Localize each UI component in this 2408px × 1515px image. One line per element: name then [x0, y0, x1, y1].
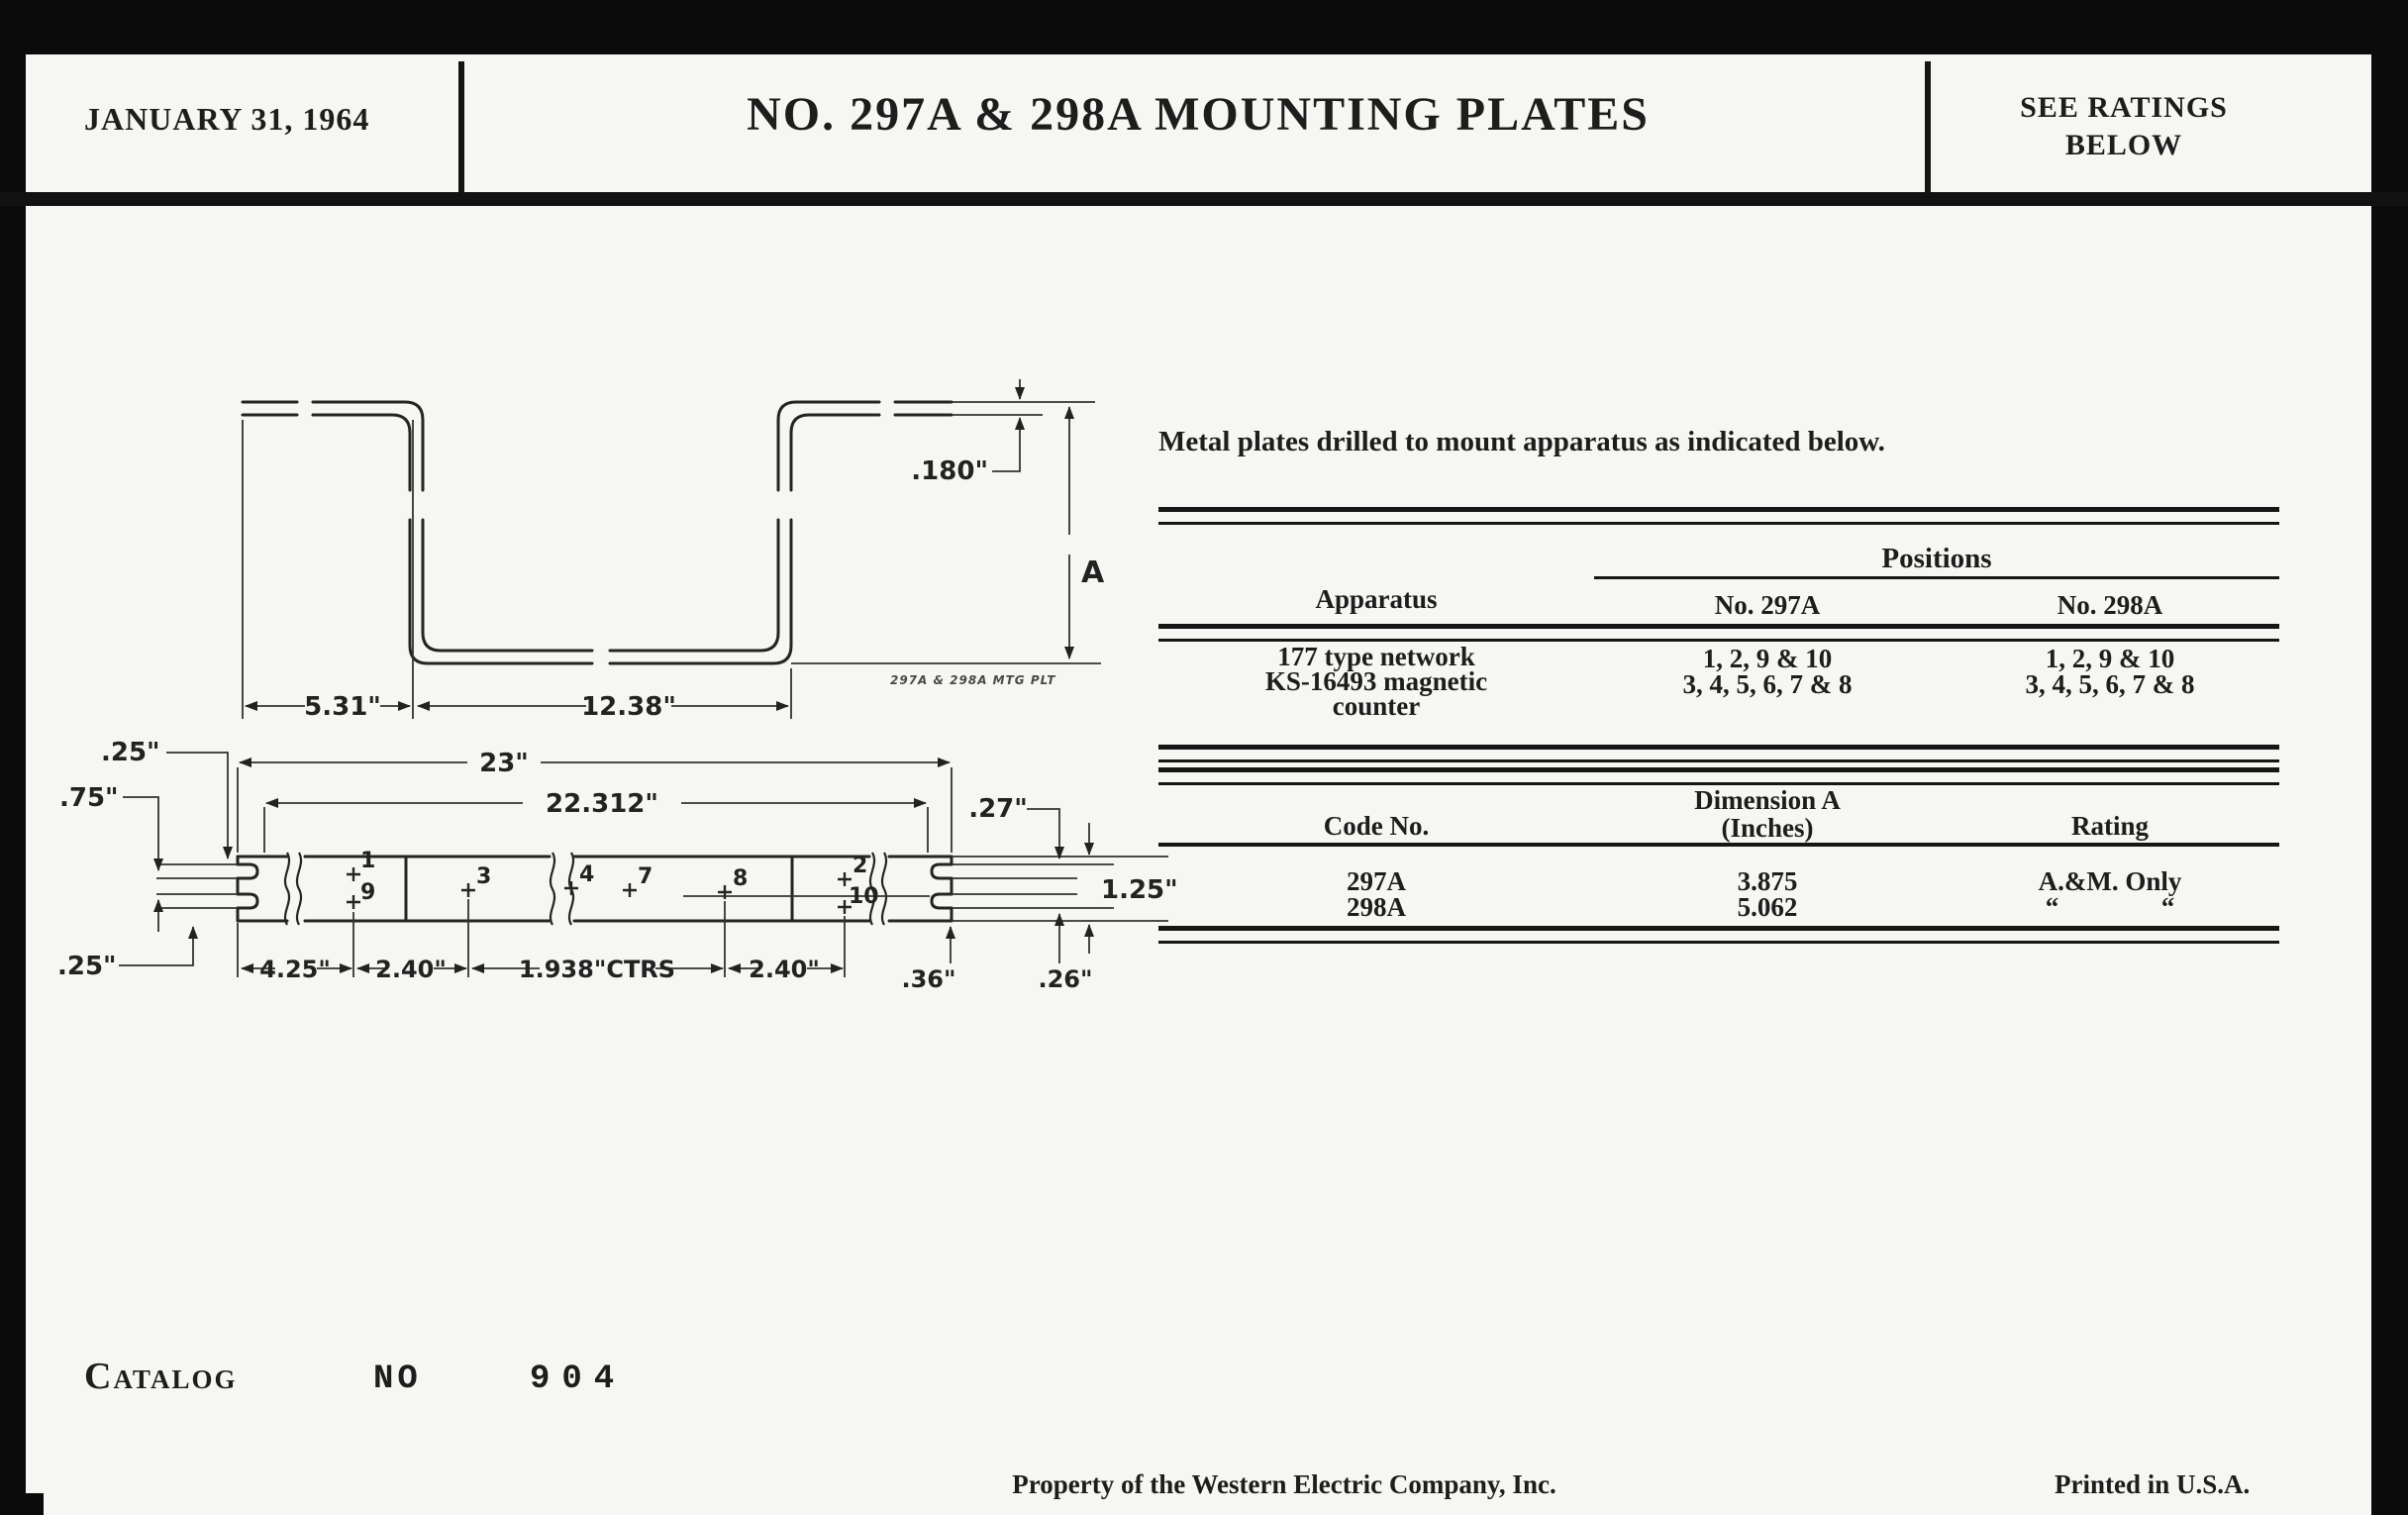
positions-298a-row1: 1, 2, 9 & 10: [2045, 644, 2175, 673]
hole-2-label: 2: [853, 854, 868, 878]
hole-7-label: 7: [638, 864, 653, 889]
dim-23-label: 23": [479, 749, 529, 778]
hole-3-label: 3: [476, 864, 492, 889]
column-header-rating: Rating: [2070, 811, 2149, 841]
dim-1938-label: 1.938"CTRS: [518, 956, 676, 983]
page-date: JANUARY 31, 1964: [84, 101, 370, 137]
catalog-label: Catalog: [84, 1356, 238, 1397]
table-rule: [1158, 843, 2279, 847]
channel-profile-drawing: [158, 376, 1149, 733]
dim-a-label: A: [1081, 556, 1105, 590]
apparatus-line-3: counter: [1332, 691, 1421, 721]
code-297a: 297A: [1347, 866, 1406, 896]
catalog-number: 904: [530, 1361, 627, 1398]
apparatus-line-1: 177 type network: [1277, 642, 1475, 671]
positions-297a-row1: 1, 2, 9 & 10: [1702, 644, 1833, 673]
ditto-mark-right: “: [2160, 892, 2175, 922]
dim-1238-label: 12.38": [581, 692, 676, 722]
column-header-297a: No. 297A: [1714, 590, 1821, 620]
ditto-mark-left: “: [2045, 892, 2059, 922]
dim-425-label: 4.25": [259, 956, 331, 983]
positions-298a-row2: 3, 4, 5, 6, 7 & 8: [2025, 669, 2195, 699]
plate-dimension-arrows: [119, 753, 1089, 968]
dim-240a-label: 2.40": [375, 956, 447, 983]
rating-298a-ditto: [1941, 892, 2279, 923]
rating-297a: A.&M. Only: [2038, 866, 2182, 896]
page-title: NO. 297A & 298A MOUNTING PLATES: [747, 88, 1650, 141]
drawing-caption: 297A & 298A MTG PLT: [890, 673, 1056, 687]
header-divider-right: [1925, 61, 1931, 198]
dim-25-top-label: .25": [101, 738, 160, 767]
hole-8-label: 8: [733, 866, 749, 891]
header-rule: [0, 192, 2408, 206]
mounting-hole-marks: [347, 867, 852, 914]
ratings-note-line1: SEE RATINGS: [2020, 91, 2228, 124]
dim-27-label: .27": [968, 794, 1028, 824]
dim-25-bottom-label: .25": [57, 952, 117, 981]
intro-text: Metal plates drilled to mount apparatus as indicated below.: [1158, 426, 1885, 457]
table-rule: [1158, 507, 2279, 525]
column-header-dimension-a: Dimension A: [1694, 785, 1841, 815]
dim-125-label: 1.25": [1101, 875, 1178, 905]
plate-face-drawing: [40, 728, 1188, 1015]
dimension-298a: 5.062: [1737, 892, 1798, 922]
table-rule: [1158, 624, 2279, 642]
apparatus-line-2: KS-16493 magnetic: [1264, 666, 1488, 696]
table-rule: [1158, 745, 2279, 762]
dimension-arrows: [246, 379, 1069, 706]
table-rule: [1594, 576, 2279, 579]
dimension-extension-lines: [243, 402, 1101, 719]
dim-22312-label: 22.312": [546, 789, 658, 819]
code-298a: 298A: [1347, 892, 1406, 922]
footer-printed-text: Printed in U.S.A.: [2055, 1469, 2251, 1499]
ratings-note-line2: BELOW: [2064, 129, 2183, 161]
hole-9-label: 9: [360, 880, 376, 905]
ratings-note: [1960, 89, 2287, 164]
positions-table: [1158, 507, 2279, 757]
column-header-inches: (Inches): [1721, 813, 1814, 843]
dimension-297a: 3.875: [1737, 866, 1798, 896]
scan-corner-artifact: [0, 1493, 44, 1515]
column-header-298a: No. 298A: [2057, 590, 2163, 620]
catalog-no-label: NO: [373, 1361, 422, 1398]
dim-26-label: .26": [1038, 965, 1093, 993]
positions-297a-row2: 3, 4, 5, 6, 7 & 8: [1682, 669, 1853, 699]
header-divider-left: [458, 61, 464, 196]
dim-240b-label: 2.40": [749, 956, 820, 983]
table-rule: [1158, 767, 2279, 785]
ratings-table: [1158, 767, 2279, 938]
hole-10-label: 10: [849, 884, 879, 909]
positions-group-header: Positions: [1881, 543, 1992, 574]
hole-4-label: 4: [579, 862, 595, 887]
dim-180-label: .180": [911, 456, 988, 486]
column-header-code: Code No.: [1323, 811, 1430, 841]
footer-property-text: Property of the Western Electric Company, Inc.: [1012, 1469, 1556, 1499]
dim-75-label: .75": [59, 783, 119, 813]
dim-36-label: .36": [901, 965, 956, 993]
dim-531-label: 5.31": [304, 692, 381, 722]
table-rule: [1158, 926, 2279, 944]
channel-metal-outline: [243, 402, 952, 663]
column-header-apparatus: Apparatus: [1315, 584, 1438, 614]
hole-1-label: 1: [360, 849, 376, 873]
